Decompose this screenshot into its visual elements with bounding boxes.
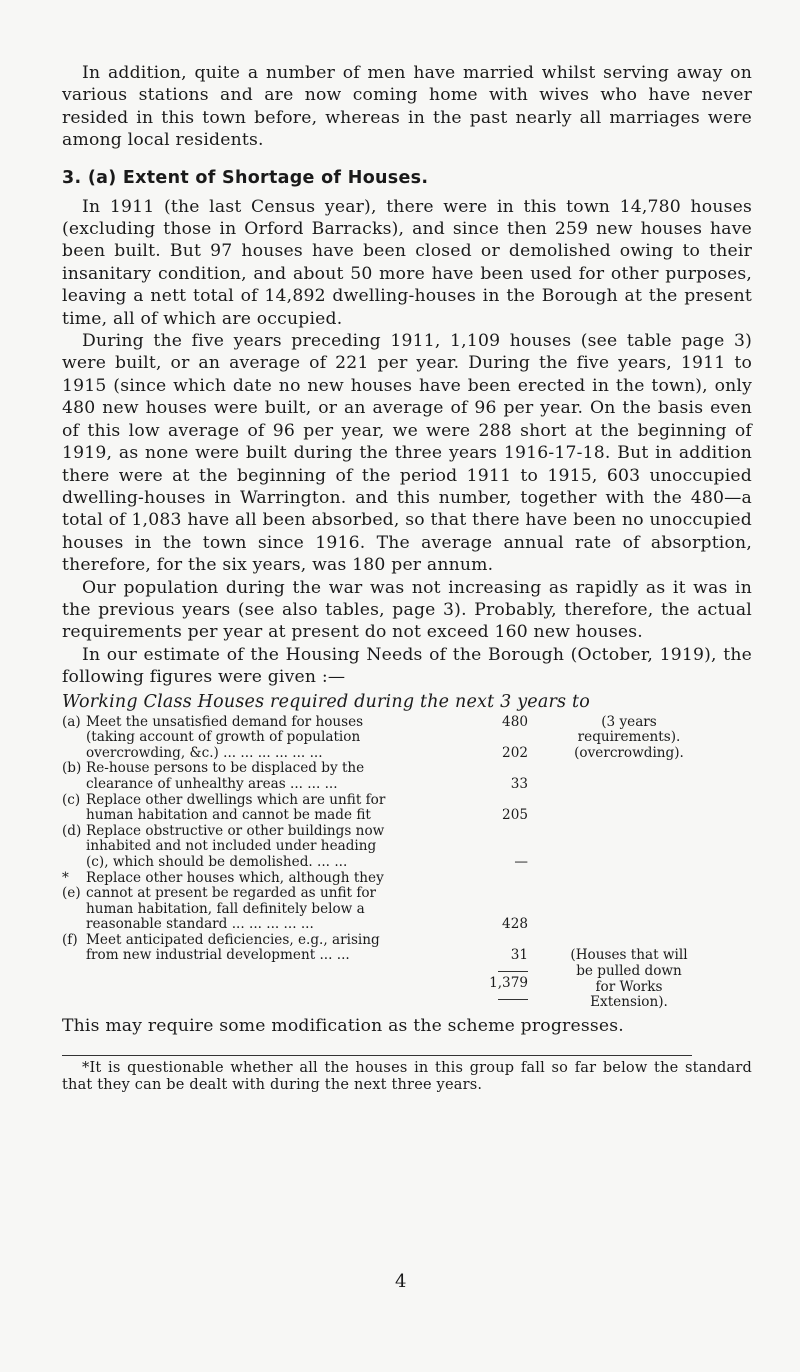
row-value (478, 824, 528, 871)
section-heading: 3. (a) Extent of Shortage of Houses. (62, 167, 429, 188)
value-cell: 480 (502, 713, 528, 730)
row-description (86, 761, 478, 792)
sum-rule (498, 971, 528, 972)
row-label: *(e) (62, 869, 81, 902)
paragraph-census: In 1911 (the last Census year), there were in this town 14,780 houses (excluding those in Orford Barracks), and since then 259 new houses have been built. But 97 houses have been closed or demolished owing to their insanitary condition, and about 50 more have been used for other purposes, leaving a nett total of 14,892 dwelling-houses in the Borough at the present time, all of which are occupied. (62, 196, 752, 329)
table-row (62, 793, 752, 824)
row-line: inhabited and not included under heading (86, 838, 377, 855)
note-line: (Houses that will (570, 947, 688, 964)
row-note (528, 933, 714, 964)
row-line: clearance of unhealthy areas ... ... ... (86, 775, 338, 792)
row-line: human habitation, fall definitely below a (86, 900, 365, 917)
row-note (528, 761, 714, 792)
row-line: Replace other dwellings which are unfit for (86, 791, 386, 808)
table-title: Working Class Houses required during the next 3 years to (62, 691, 590, 712)
total-row (62, 964, 752, 1011)
row-line: from new industrial development ... ... (86, 947, 350, 964)
table-row (62, 824, 752, 871)
note-line: (overcrowding). (574, 744, 684, 761)
value-cell: 31 (510, 947, 528, 964)
row-note (528, 824, 714, 871)
note-line: requirements). (577, 729, 681, 746)
value-cell (478, 730, 528, 746)
total-note (528, 964, 714, 1011)
row-value (478, 793, 528, 824)
row-label: (b) (62, 760, 82, 777)
row-label: (d) (62, 822, 82, 839)
row-line: overcrowding, &c.) ... ... ... ... ... ... (86, 744, 323, 761)
value-cell: 428 (502, 916, 528, 933)
total-value: 1,379 (489, 975, 528, 992)
row-value (478, 761, 528, 792)
paragraph-housing-needs: In our estimate of the Housing Needs of the Borough (October, 1919), the following figures were given :— (62, 644, 752, 688)
footnote: *It is questionable whether all the houses in this group fall so far below the standard that they can be dealt with during the next three years. (62, 1060, 752, 1094)
row-line: human habitation and cannot be made fit (86, 807, 371, 824)
row-line: Replace obstructive or other buildings now (86, 822, 385, 839)
note-line: be pulled down (576, 963, 682, 980)
value-cell: 33 (510, 775, 528, 792)
value-cell: — (514, 853, 528, 870)
row-note (528, 871, 714, 933)
row-line: (taking account of growth of population (86, 729, 361, 746)
row-line: Meet anticipated deficiencies, e.g., arising (86, 931, 380, 948)
row-description (86, 824, 478, 871)
closing-sentence: This may require some modification as the scheme progresses. (62, 1015, 624, 1036)
sum-rule (498, 999, 528, 1000)
value-cell (478, 761, 528, 777)
row-value (478, 715, 528, 762)
document-page (62, 62, 752, 1094)
row-description (86, 715, 478, 762)
footnote-rule (62, 1055, 692, 1056)
paragraph-population: Our population during the war was not increasing as rapidly as it was in the previous years (see also tables, page 3). Probably, therefore, the actual requirements per year at present do not exceed 160 new houses. (62, 577, 752, 643)
row-description (86, 793, 478, 824)
table-row (62, 715, 752, 762)
row-line: reasonable standard ... ... ... ... ... (86, 916, 314, 933)
note-line (544, 933, 714, 949)
row-label: (a) (62, 713, 81, 730)
row-note (528, 715, 714, 762)
value-cell: 205 (502, 807, 528, 824)
row-description (86, 933, 478, 964)
note-line: for Works (595, 978, 663, 995)
intro-paragraph: In addition, quite a number of men have married whilst serving away on various stations and are now coming home with wives who have never resided in this town before, whereas in the past nearly all marriages were among local residents. (62, 63, 752, 151)
note-line: (3 years (601, 713, 657, 730)
value-cell (478, 871, 528, 887)
row-line: Replace other houses which, although they (86, 869, 384, 886)
row-note (528, 793, 714, 824)
housing-needs-table (62, 715, 752, 1011)
value-cell (478, 793, 528, 809)
value-cell (478, 839, 528, 855)
row-description (86, 871, 478, 933)
value-cell (478, 824, 528, 840)
row-value (478, 871, 528, 933)
table-row (62, 933, 752, 964)
value-cell (478, 886, 528, 902)
row-label: (f) (62, 931, 78, 948)
table-row (62, 761, 752, 792)
value-cell: 202 (502, 744, 528, 761)
row-label: (c) (62, 791, 81, 808)
table-row (62, 871, 752, 933)
total-value-cell (478, 964, 528, 1011)
row-value (478, 933, 528, 964)
value-cell (478, 902, 528, 918)
row-line: cannot at present be regarded as unfit for (86, 885, 377, 902)
value-cell (478, 933, 528, 949)
row-line: Re-house persons to be displaced by the (86, 760, 365, 777)
page-number: 4 (395, 1271, 407, 1292)
note-line: Extension). (590, 994, 668, 1011)
paragraph-building-rate: During the five years preceding 1911, 1,109 houses (see table page 3) were built, or an average of 221 per year. During the five years, 1911 to 1915 (since which date no new houses have been erected in the town), only 480 new houses were built, or an average of 96 per year. On the basis even of this low average of 96 per year, we were 288 short at the beginning of 1919, as none were built during the three years 1916-17-18. But in addition there were at the beginning of the period 1911 to 1915, 603 unoccupied dwelling-houses in Warrington. and this number, together with the 480—a total of 1,083 have all been absorbed, so that there have been no unoccupied houses in the town since 1916. The average annual rate of absorption, therefore, for the six years, was 180 per annum. (62, 331, 752, 576)
row-line: (c), which should be demolished. ... ... (86, 853, 348, 870)
row-line: Meet the unsatisfied demand for houses (86, 713, 364, 730)
